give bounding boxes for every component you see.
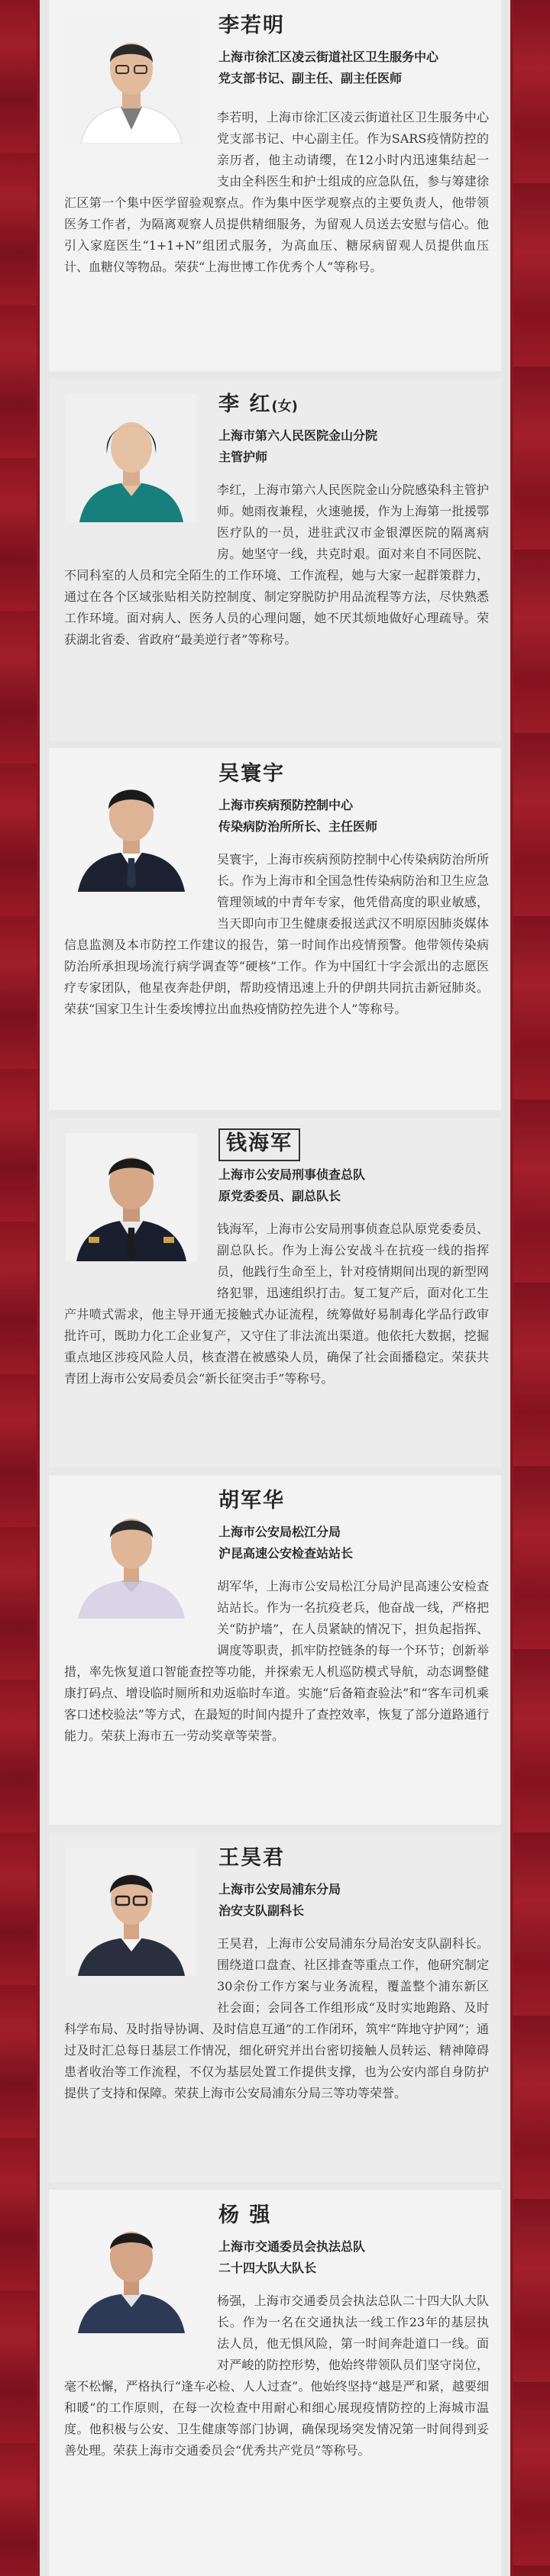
person-name: 胡军华 [218,1489,285,1512]
person-organization: 上海市交通委员会执法总队 [218,2239,366,2254]
profile-card [49,2190,501,2576]
left-background-strip [0,0,37,2576]
profile-header [218,759,490,838]
person-title: 主管护师 [218,450,268,464]
person-bio: 杨强，上海市交通委员会执法总队二十四大队大队长。作为一名在交通执法一线工作23年的基层执法人员，他无惧风险，第一时间奔赴道口一线。面对严峻的防控形势，他始终带领队员们坚守岗位，毫不松懈，严格执行“逢车必检、人人过查”。他始终坚持“越是严和紧，越要细和暖”的工作原则，在每一次检查中用耐心和细心展现疫情防控的上海城市温度。他积极与公安、卫生健康等部门协调，确保现场突发情况第一时间得到妥善处理。荣获上海市交通委员会“优秀共产党员”等称号。 [64,2294,489,2458]
profile-header [218,389,490,468]
person-name: 李 红(女) [218,392,298,416]
profile-header [218,1843,490,1922]
profile-card [49,1475,501,1825]
profile-card [49,1118,501,1467]
person-bio: 王昊君，上海市公安局浦东分局治安支队副科长。围绕道口盘查、社区排查等重点工作，他研究制定30余份工作方案与业务流程，覆盖整个浦东新区社会面；会同各工作组形成“及时实地跑路、及时科学布局、及时指导协调、及时信息互通”的工作闭环，筑牢“阵地守护网”；通过及时汇总每日基层工作情况，细化研究并出台密切接触人员转运、精神障碍患者收治等工作流程，不仅为基层处置工作提供支撑，也为公安内部自身防护提供了支持和保障。荣获上海市公安局浦东分局三等功等荣誉。 [64,1936,489,2100]
person-name: 杨 强 [218,2203,272,2227]
profile-header [218,1128,490,1207]
right-background-strip [513,0,550,2576]
person-title: 传染病防治所所长、主任医师 [218,819,378,834]
person-organization: 上海市徐汇区凌云街道社区卫生服务中心 [218,50,439,64]
person-organization: 上海市公安局刑事侦查总队 [218,1167,366,1182]
profile-card [49,748,501,1110]
person-title: 沪昆高速公安检查站站长 [218,1546,354,1561]
person-organization: 上海市第六人民医院金山分院 [218,428,378,443]
profile-card [49,379,501,741]
person-name: 吴寰宇 [218,762,285,786]
profile-header [218,1486,490,1564]
person-name: 王昊君 [218,1846,285,1870]
profile-header [218,11,490,89]
person-title: 原党委委员、副总队长 [218,1189,341,1203]
person-title: 二十四大队大队长 [218,2261,317,2275]
person-bio: 钱海军，上海市公安局刑事侦查总队原党委委员、副总队长。作为上海公安战斗在抗疫一线的指挥员，他践行生命至上，针对疫情期间出现的新型网络犯罪，迅速组织打击。复工复产后，面对化工生产井喷式需求，他主导开通无接触式办证流程，统筹做好易制毒化学品行政审批许可，既助力化工企业复产，又守住了非法流出渠道。他依托大数据，挖掘重点地区涉疫风险人员，核查潜在被感染人员，确保了社会面播稳定。荣获共青团上海市公安局委员会“新长征突击手”等称号。 [64,1222,489,1386]
person-bio: 吴寰宇，上海市疾病预防控制中心传染病防治所所长。作为上海市和全国急性传染病防治和卫生应急管理领域的中青年专家，他凭借高度的职业敏感，当天即向市卫生健康委报送武汉不明原因肺炎媒体信息监测及本市防控工作建议的报告，第一时间作出疫情预警。他带领传染病防治所承担现场流行病学调查等“硬核”工作。作为中国红十字会派出的志愿医疗专家团队，他星夜奔赴伊朗，帮助疫情迅速上升的伊朗共同抗击新冠肺炎。荣获“国家卫生计生委埃博拉出血热疫情防控先进个人”等称号。 [64,852,489,1016]
person-organization: 上海市公安局浦东分局 [218,1882,341,1896]
profile-card [49,0,501,371]
person-name: 钱海军 [218,1128,300,1161]
person-bio: 李若明，上海市徐汇区凌云街道社区卫生服务中心党支部书记、中心副主任。作为SARS疫情防控的亲历者，他主动请缨，在12小时内迅速集结起一支由全科医生和护士组成的应急队伍，参与筹建徐汇区第一个集中医学留验观察点。作为集中医学观察点的主要负责人，他带领医务工作者，为隔离观察人员提供精细服务，为留观人员送去安慰与信心。他引入家庭医生“1+1+N”组团式服务，为高血压、糖尿病留观人员提供血压计、血糖仪等物品。荣获“上海世博工作优秀个人”等称号。 [64,110,489,274]
person-organization: 上海市疾病预防控制中心 [218,798,354,812]
person-bio: 李红，上海市第六人民医院金山分院感染科主管护师。她雨夜兼程，火速驰援，作为上海第一批援鄂医疗队的一员，进驻武汉市金银潭医院的隔离病房。她坚守一线，共克时艰。面对来自不同医院、不同科室的人员和完全陌生的工作环境、工作流程，她与大家一起群策群力，通过在各个区域张贴相关防控制度、制定穿脱防护用品流程等方法，尽快熟悉工作环境。面对病人、医务人员的心理问题，她不厌其烦地做好心理疏导。荣获湖北省委、省政府“最美逆行者”等称号。 [64,483,489,647]
profile-card [49,1832,501,2182]
person-organization: 上海市公安局松江分局 [218,1525,341,1539]
profile-header [218,2200,490,2279]
person-name: 李若明 [218,14,285,37]
profile-column [40,0,510,2576]
person-title: 党支部书记、副主任、副主任医师 [218,71,403,86]
person-bio: 胡军华，上海市公安局松江分局沪昆高速公安检查站站长。作为一名抗疫老兵，他奋战一线，严格把关“防护墙”，在人员紧缺的情况下，担负起指挥、调度等职责，抓牢防控链条的每一个环节；创新举措，率先恢复道口智能查控等功能，并探索无人机巡防模式导航，动态调整健康打码点、增设临时厕所和劝返临时车道。实施“后备箱查验法”和“客车司机乘客口述校验法”等方式，在最短的时间内提升了查控效率，恢复了部分道路通行能力。荣获上海市五一劳动奖章等荣誉。 [64,1579,489,1743]
person-title: 治安支队副科长 [218,1903,305,1918]
